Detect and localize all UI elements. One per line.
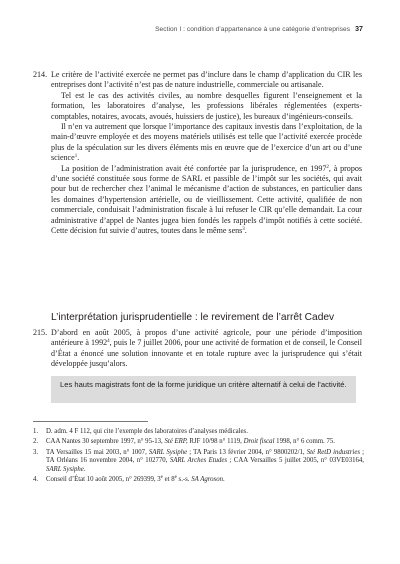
paragraph-214 xyxy=(33,70,362,237)
footnote-item xyxy=(33,449,364,475)
paragraph-text-activities: Tel est le cas des activités civiles, au nombre desquelles figurent l’enseignement et la formation, les laboratoires d’analyse, les professions libérales réglementées (experts-comptables, notaires, avocats, avoués, huissiers de justice), les bureaux d’ingénieurs-conseils. xyxy=(51,90,362,121)
highlight-callout: Les hauts magistrats font de la forme juridique un critère alternatif à celui de l’activité. xyxy=(51,376,356,403)
footnote-text: . xyxy=(223,476,225,484)
paragraph-215 xyxy=(33,328,362,370)
paragraph-text: D’abord en août 2005, à propos d’une activité agricole, pour une période d’imposition antérieure à 1992 xyxy=(51,328,362,348)
paragraph-text: Le critère de l’activité exercée ne permet pas d’inclure dans le champ d’application du CIR les entreprises dont l’activité n’est pas de nature industrielle, commerciale ou artisanale. xyxy=(51,70,362,90)
paragraph-number: 214. xyxy=(33,70,48,79)
paragraph-text-jurisprudence xyxy=(51,164,362,237)
paragraph-number: 215. xyxy=(33,328,48,337)
paragraph-215-text xyxy=(33,328,362,370)
footnote-text: et 8 xyxy=(162,476,175,484)
footnote-citation-italic: Droit fiscal xyxy=(243,438,275,446)
footnote-text: e xyxy=(160,475,163,481)
section-heading: L’interprétation jurisprudentielle : le revirement de l’arrêt Cadev xyxy=(51,312,335,323)
running-title: Section I : condition d’appartenance à une catégorie d’entreprises xyxy=(155,26,351,33)
footnote-ref[interactable]: 4 xyxy=(107,339,110,345)
footnote-text: 1998, n° 6 comm. 75. xyxy=(274,438,335,446)
footnote-number: 3. xyxy=(33,448,39,456)
footnote-ref[interactable]: 2 xyxy=(326,164,329,170)
footnote-text: Conseil d’État 10 août 2005, n° 269399, 3 xyxy=(46,476,161,484)
footnote-citation-italic: Sté RetD industries xyxy=(306,448,360,456)
footnote-text: TA Versailles 15 mai 2003, n° 1007, xyxy=(46,448,149,456)
footnote-citation-italic: SA Agroson xyxy=(191,476,223,484)
footnote-number: 4. xyxy=(33,476,39,484)
footnote-citation-italic: SARL Sysiphe xyxy=(46,465,84,473)
paragraph-text: Il n’en va autrement que lorsque l’importance des capitaux investis dans l’exploitation, de la main-d’œuvre employée et des moyens matériels utilisés est telle que l’activité exercée procède plus de la spéculation sur les divers éléments mis en œuvre que de l’exercice d’un art ou d’une science xyxy=(51,122,362,163)
footnote-number: 1. xyxy=(33,428,39,435)
paragraph-text-end: . xyxy=(244,226,247,236)
paragraph-214-intro xyxy=(33,70,362,91)
footnote-text: e xyxy=(174,475,177,481)
footnote-citation-italic: SARL Sysiphe xyxy=(148,448,188,456)
running-header xyxy=(0,26,363,33)
footnote-text: . xyxy=(83,465,86,473)
footnote-text: ; TA Orléans 16 novembre 2004, n° 102770, xyxy=(46,448,364,465)
footnote-text: s.-s. xyxy=(176,476,192,484)
footnote-text: CAA Nantes 30 septembre 1997, n° 95-13, xyxy=(46,438,165,446)
footnote-citation-italic: SARL Arches Etudes xyxy=(169,457,228,465)
footnote-item xyxy=(33,428,364,437)
footnote-citation-italic: Sté ERP, xyxy=(164,438,188,446)
paragraph-text-exception xyxy=(51,122,362,164)
footnote-ref[interactable]: 3 xyxy=(242,227,245,233)
footnote-text: ; TA Paris 13 février 2004, n° 9800202/1, xyxy=(187,448,307,456)
footnote-number: 2. xyxy=(33,438,39,446)
footnote-ref[interactable]: 1 xyxy=(74,154,78,160)
paragraph-text: , puis le 7 juillet 2006, pour une activité de formation et de conseil, le Conseil d’État a énoncé une solution innovante et en totale rupture avec la jurisprudence qui s’était développée jusqu’alors. xyxy=(51,338,362,369)
page-number: 37 xyxy=(355,26,363,33)
footnotes-list xyxy=(33,428,364,486)
footnote-item xyxy=(33,476,364,485)
footnote-text: ; CAA Versailles 5 juillet 2005, n° 03VE03164, xyxy=(227,457,364,465)
paragraph-text: La position de l’administration avait été confortée par la jurisprudence, en 1997 xyxy=(61,163,327,173)
footnote-divider xyxy=(33,421,148,422)
paragraph-text-end: . xyxy=(77,153,80,163)
footnote-text: RJF 10/98 n° 1119, xyxy=(187,438,244,446)
footnote-text: D. adm. 4 F 112, qui cite l’exemple des laboratoires d’analyses médicales. xyxy=(46,428,248,435)
footnote-item xyxy=(33,438,364,447)
paragraph-text: , à propos d’une société constituée sous forme de SARL et passible de l’impôt sur les sociétés, qui avait pour but de rechercher chez l’animal le mécanisme d’action de substances, en particulier dans les domaines d’hypertension artérielle, ou de vieillissement. Cette activité, qualifiée de non commerciale, conduisait l’administration fiscale à lui refuser le CIR qu’elle demandait. La cour administrative d’appel de Nantes jugea bien fondés les rappels d’impôt notifiés à cette société. Cette décision fut suivie d’autres, toutes dans le même sens xyxy=(51,163,362,236)
